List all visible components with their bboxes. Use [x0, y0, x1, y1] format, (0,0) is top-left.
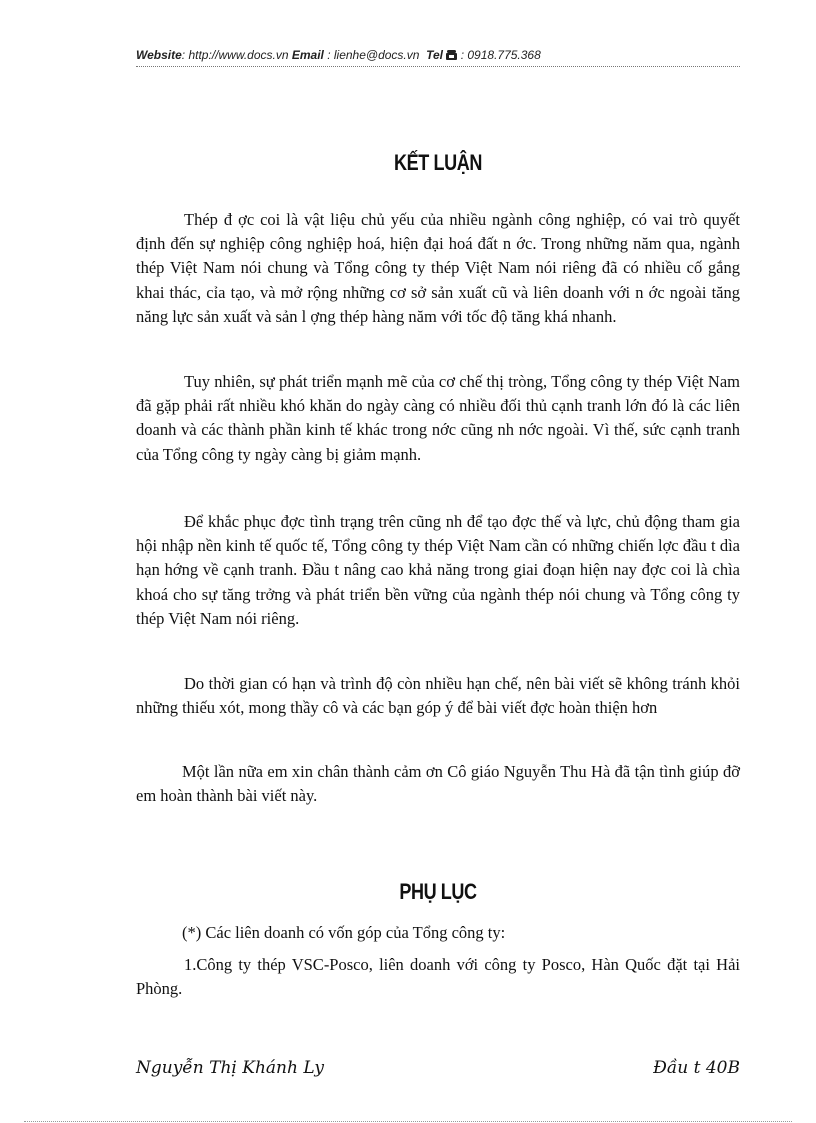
conclusion-title: KẾT LUẬN [394, 150, 482, 175]
appendix-paragraph-2: 1.Công ty thép VSC-Posco, liên doanh với công ty Posco, Hàn Quốc đặt tại Hải Phòng. [136, 955, 740, 999]
appendix-paragraph-1: (*) Các liên doanh có vốn góp của Tổng công ty: [182, 923, 506, 942]
email-label: Email [291, 48, 324, 62]
conclusion-paragraph-5: Một lần nữa em xin chân thành cảm ơn Cô giáo Nguyễn Thu Hà đã tận tình giúp đỡ em hoàn thành bài viết này. [136, 762, 740, 806]
conclusion-paragraph-4: Do thời gian có hạn và trình độ còn nhiều hạn chế, nên bài viết sẽ không tránh khỏi những thiếu xót, mong thầy cô và các bạn góp ý để bài viết đợc hoàn thiện hơn [136, 674, 740, 718]
footer-author: Nguyễn Thị Khánh Ly [136, 1058, 324, 1078]
website-link[interactable]: : http://www.docs.vn [181, 48, 289, 62]
website-label: Website [136, 48, 182, 62]
conclusion-paragraph-1: Thép đ ợc coi là vật liệu chủ yếu của nhiều ngành công nghiệp, có vai trò quyết định đến sự nghiệp công nghiệp hoá, hiện đại hoá đất n ớc. Trong những năm qua, ngành thép Việt Nam nói chung và Tổng công ty thép Việt Nam nói riêng đã có nhiều cố gắng khai thác, cỉa tạo, và mở rộng những cơ sở sản xuất cũ và liên doanh với n ớc ngoài tăng năng lực sản xuất và sản l ợng thép hàng năm với tốc độ tăng khá nhanh. [136, 210, 740, 326]
conclusion-paragraph-3: Để khắc phục đợc tình trạng trên cũng nh để tạo đợc thế và lực, chủ động tham gia hội nhập nền kinh tế quốc tế, Tổng công ty thép Việt Nam cần có những chiến lợc đầu t dìa hạn hớng về cạnh tranh. Đầu t nâng cao khả năng trong giai đoạn hiện nay đợc coi là chìa khoá cho sự tăng trởng và phát triển bền vững của ngành thép nói chung và Tổng công ty thép Việt Nam nói riêng. [136, 512, 740, 628]
phone-icon [446, 49, 457, 63]
footer-class: Đầu t 40B [653, 1058, 740, 1078]
page-bottom-divider [24, 1121, 792, 1122]
tel-value: : 0918.775.368 [457, 48, 541, 62]
email-link[interactable]: : lienhe@docs.vn [323, 48, 420, 62]
tel-label: Tel [426, 48, 444, 62]
conclusion-paragraph-2: Tuy nhiên, sự phát triển mạnh mẽ của cơ chế thị tròng, Tổng công ty thép Việt Nam đã gặp phải rất nhiều khó khăn do ngày càng có nhiều đối thủ cạnh tranh lớn đó là các liên doanh và các thành phần kinh tế khác trong nớc cũng nh nớc ngoài. Vì thế, sức cạnh tranh của Tổng công ty ngày càng bị giảm mạnh. [136, 372, 740, 464]
header-divider [136, 66, 740, 67]
appendix-title: PHỤ LỤC [399, 879, 477, 904]
page-header [136, 48, 740, 63]
